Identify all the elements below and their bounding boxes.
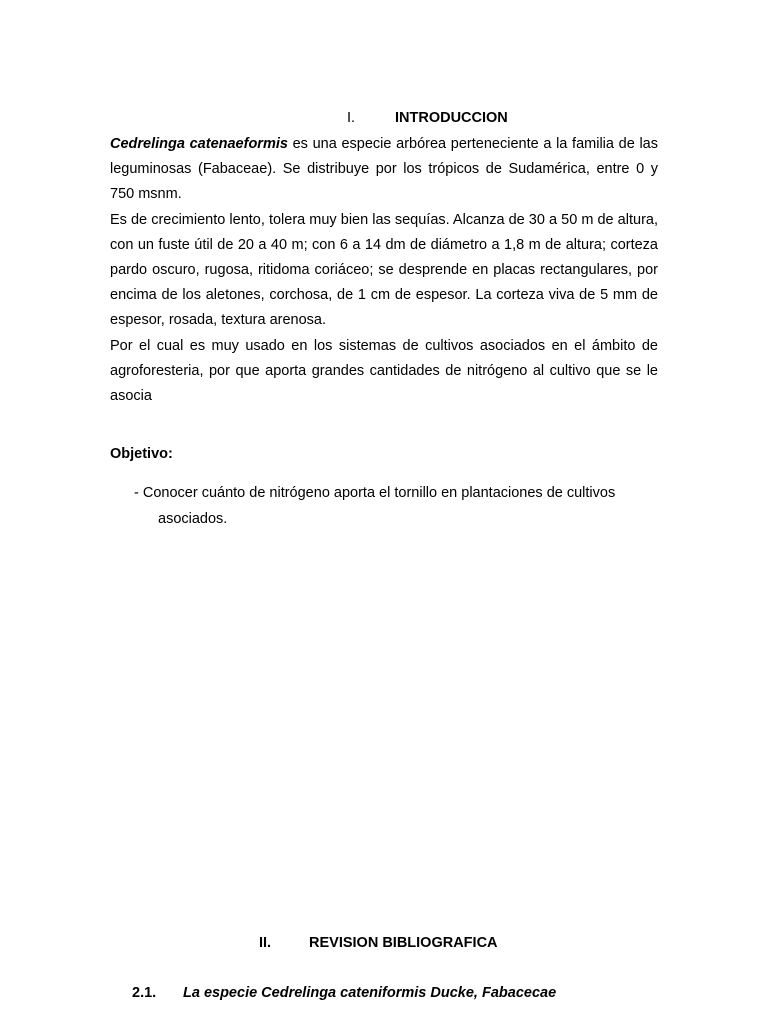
species-name: Cedrelinga catenaeformis	[110, 136, 288, 152]
section-number: I.	[347, 110, 356, 126]
list-dash: -	[134, 485, 143, 501]
section-number: II.	[259, 935, 272, 951]
subsection-title: La especie Cedrelinga cateniformis Ducke, Fabacecae	[183, 985, 557, 1001]
objetivo-item-line-2: asociados.	[158, 511, 228, 527]
intro-paragraph-1-text: es una especie arbórea perteneciente a la familia de las leguminosas (Fabaceae). Se distribuye por los trópicos de Sudamérica, entre 0 y 750 msnm.	[110, 136, 658, 203]
section-title: REVISION BIBLIOGRAFICA	[309, 935, 498, 951]
subsection-number: 2.1.	[132, 985, 157, 1001]
objetivo-item-line-1: Conocer cuánto de nitrógeno aporta el tornillo en plantaciones de cultivos	[142, 485, 616, 501]
intro-paragraph-2: Es de crecimiento lento, tolera muy bien las sequías. Alcanza de 30 a 50 m de altura, con un fuste útil de 20 a 40 m; con 6 a 14 dm de diámetro a 1,8 m de altura; corteza pardo oscuro, rugosa, ritidoma coriáceo; se desprende en placas rectangulares, por encima de los aletones, corchosa, de 1 cm de espesor. La corteza viva de 5 mm de espesor, rosada, textura arenosa.	[110, 211, 658, 329]
section-title: INTRODUCCION	[395, 110, 508, 126]
intro-paragraph-3: Por el cual es muy usado en los sistemas de cultivos asociados en el ámbito de agroforesteria, por que aporta grandes cantidades de nitrógeno al cultivo que se le asocia	[110, 337, 658, 405]
subsection-heading	[132, 985, 557, 1001]
intro-paragraph-1	[110, 132, 658, 208]
objetivo-label: Objetivo:	[110, 446, 173, 462]
objetivo-list-item	[134, 480, 654, 532]
introduction-body	[110, 132, 658, 409]
